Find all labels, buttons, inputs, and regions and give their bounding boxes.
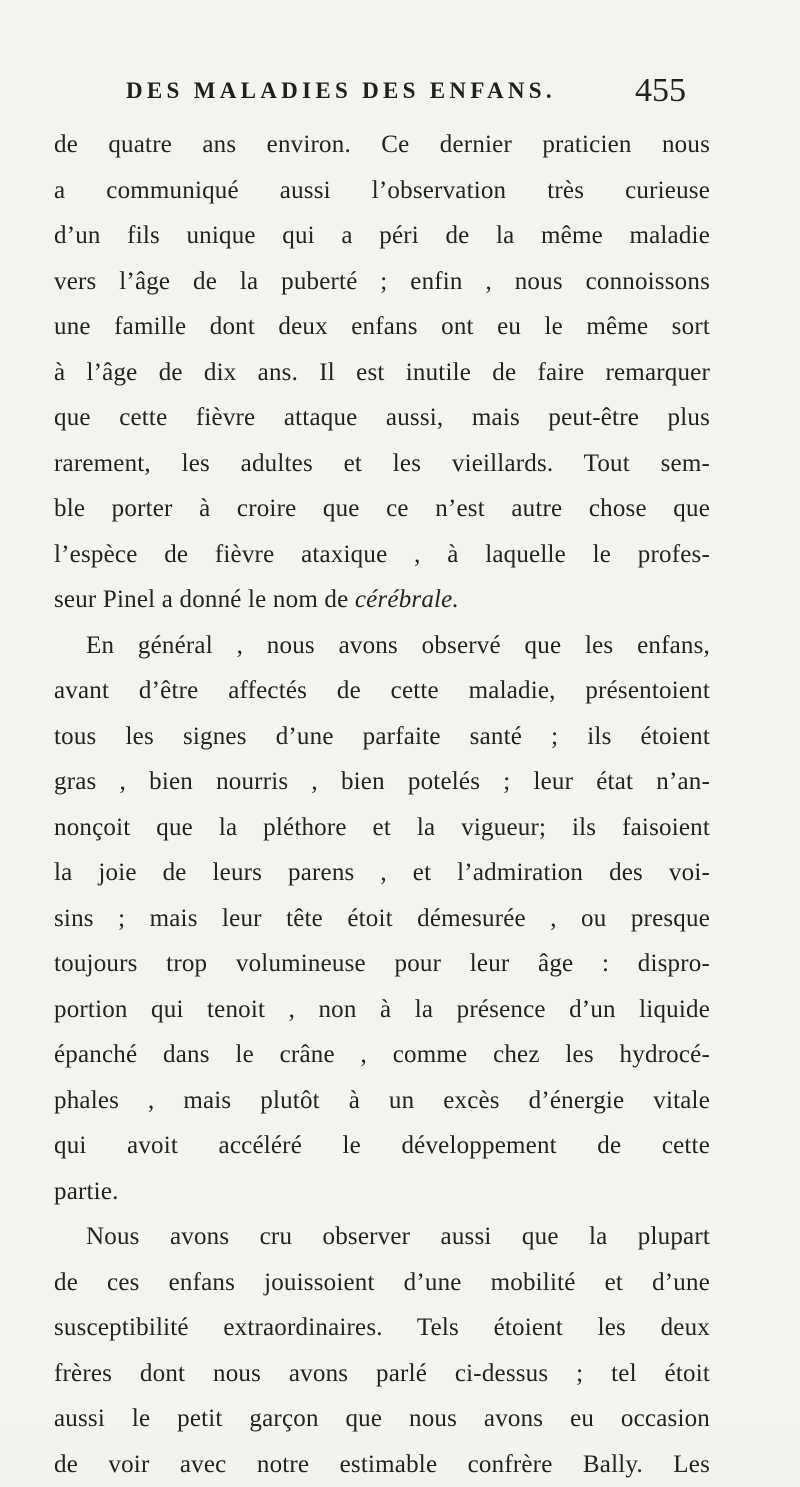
text-line: susceptibilité extraordinaires. Tels étoient les deux <box>54 1305 710 1351</box>
text-line <box>54 577 710 623</box>
text-line: de ces enfans jouissoient d’une mobilité et d’une <box>54 1260 710 1306</box>
page-number: 455 <box>635 72 686 110</box>
text-line: tous les signes d’une parfaite santé ; ils étoient <box>54 714 710 760</box>
text-line: gras , bien nourris , bien potelés ; leur état n’an- <box>54 759 710 805</box>
text-line: de quatre ans environ. Ce dernier praticien nous <box>54 122 710 168</box>
text-line: épanché dans le crâne , comme chez les hydrocé- <box>54 1032 710 1078</box>
text-line: vers l’âge de la puberté ; enfin , nous connoissons <box>54 259 710 305</box>
text-line: phales , mais plutôt à un excès d’énergie vitale <box>54 1078 710 1124</box>
text-line: l’espèce de fièvre ataxique , à laquelle le profes- <box>54 532 710 578</box>
text-line: sins ; mais leur tête étoit démesurée , ou presque <box>54 896 710 942</box>
text-line: avant d’être affectés de cette maladie, présentoient <box>54 668 710 714</box>
text-line: toujours trop volumineuse pour leur âge : dispro- <box>54 941 710 987</box>
text-line: portion qui tenoit , non à la présence d’un liquide <box>54 987 710 1033</box>
text-line: a communiqué aussi l’observation très curieuse <box>54 168 710 214</box>
text-line: que cette fièvre attaque aussi, mais peut-être plus <box>54 395 710 441</box>
paragraph-first-line: Nous avons cru observer aussi que la plupart <box>54 1214 710 1260</box>
body-text <box>54 122 710 1487</box>
text-line: partie. <box>54 1169 710 1215</box>
running-title: DES MALADIES DES ENFANS. <box>126 78 556 104</box>
text-line: la joie de leurs parens , et l’admiration des voi- <box>54 850 710 896</box>
text-line: aussi le petit garçon que nous avons eu occasion <box>54 1396 710 1442</box>
text-line: nonçoit que la pléthore et la vigueur; ils faisoient <box>54 805 710 851</box>
page-header <box>126 78 686 118</box>
text-line: de voir avec notre estimable confrère Bally. Les <box>54 1442 710 1487</box>
text-line: frères dont nous avons parlé ci-dessus ; tel étoit <box>54 1351 710 1397</box>
text-line: qui avoit accéléré le développement de cette <box>54 1123 710 1169</box>
text-line: à l’âge de dix ans. Il est inutile de faire remarquer <box>54 350 710 396</box>
text-line: une famille dont deux enfans ont eu le même sort <box>54 304 710 350</box>
italic-term: cérébrale. <box>355 586 459 613</box>
text-line: rarement, les adultes et les vieillards. Tout sem- <box>54 441 710 487</box>
text-line: d’un fils unique qui a péri de la même maladie <box>54 213 710 259</box>
text-line-start: seur Pinel a donné le nom de <box>54 586 348 613</box>
text-line: ble porter à croire que ce n’est autre chose que <box>54 486 710 532</box>
paragraph-first-line: En général , nous avons observé que les enfans, <box>54 623 710 669</box>
